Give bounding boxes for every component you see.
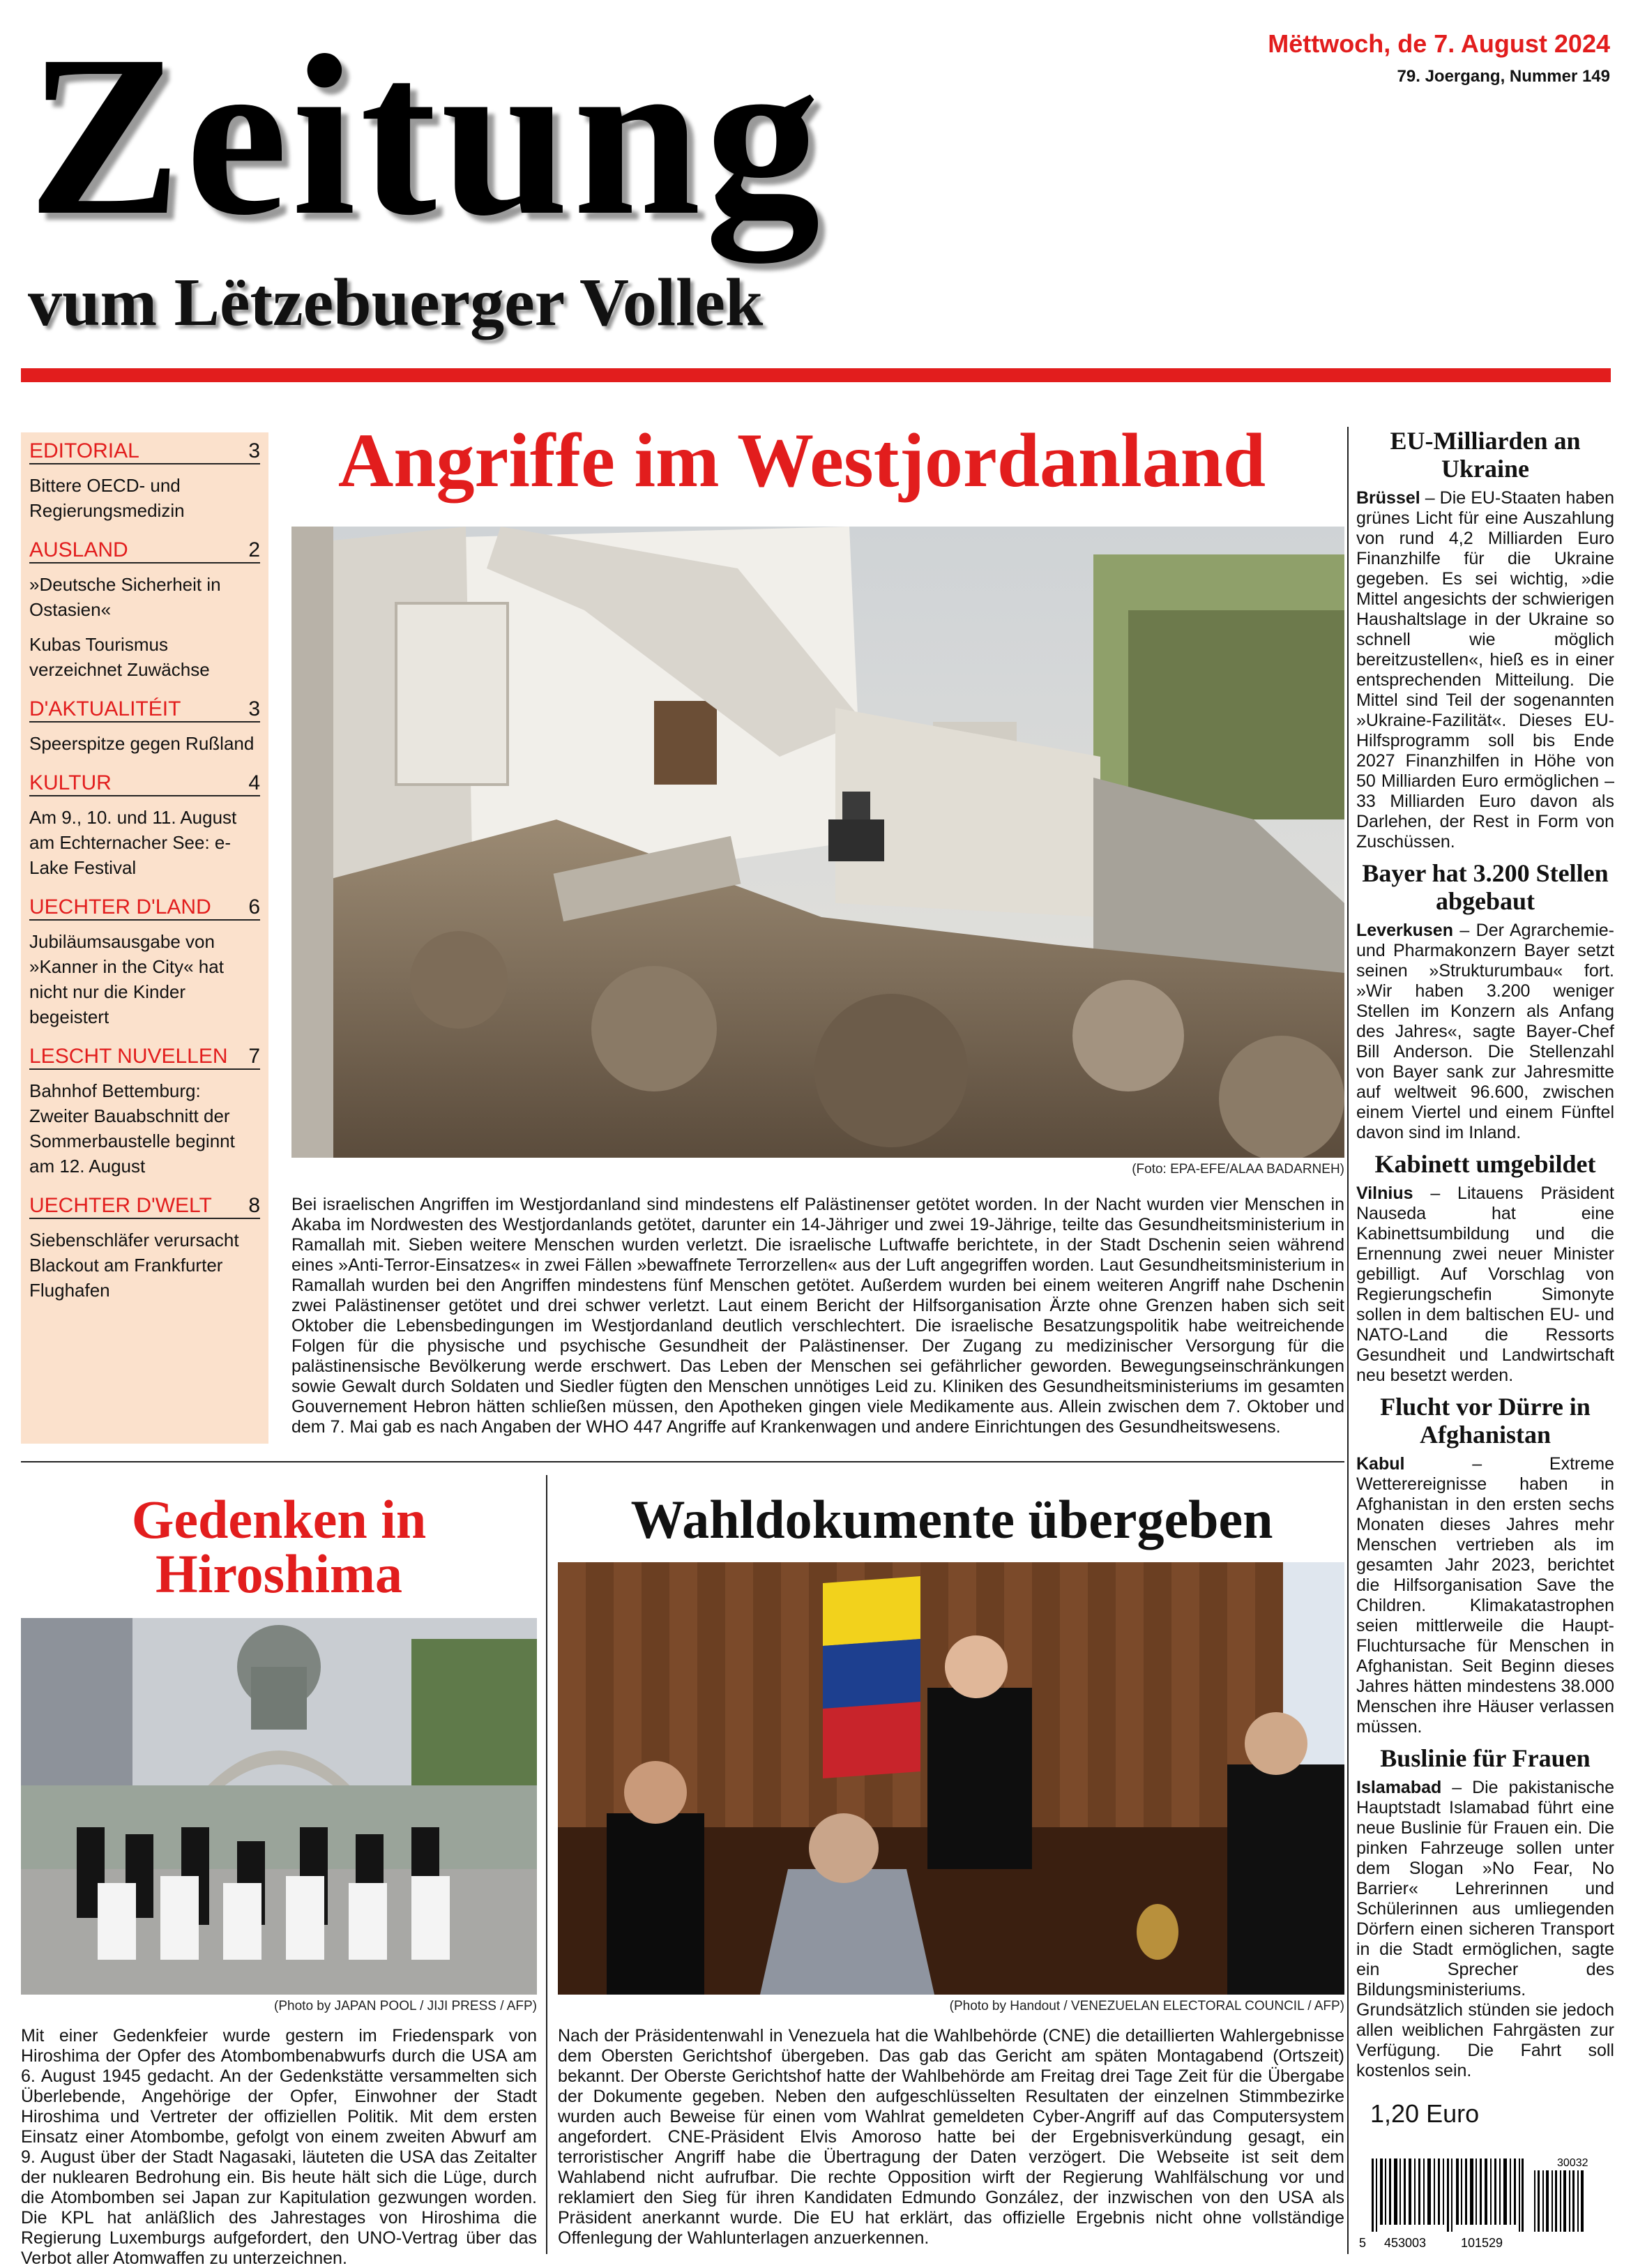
toc-item: Jubiläumsausgabe von »Kanner in the City« hat nicht nur die Kinder begeistert: [29, 931, 224, 1027]
toc-page-number: 2: [248, 538, 260, 561]
toc-page-number: 3: [248, 697, 260, 720]
toc-item: Am 9., 10. und 11. August am Echternacher See: e-Lake Festival: [29, 807, 237, 878]
brief-body: – Die pakistanische Hauptstadt Islamabad führt eine neue Buslinie für Frauen ein. Die pinken Fahrzeuge sollen unter dem Slogan »No Fear, No Barrier« Lehrerinnen und Schülerinnen aus umliegenden Dörfern einen sicheren Transport in die Stadt ermöglichen, sagte ein Sprecher des Bildungsministeriums. Grundsätzlich stünden sie jedoch allen weiblichen Fahrgästen zur Verfügung. Die Fahrt soll kostenlos sein.: [1356, 1778, 1614, 2080]
masthead-rule: [21, 368, 1611, 382]
toc-page-number: 7: [248, 1045, 260, 1068]
masthead-subtitle: vum Lëtzebuerger Vollek: [28, 265, 764, 340]
toc-page-number: 8: [248, 1194, 260, 1217]
toc-section-label: KULTUR: [29, 771, 112, 794]
brief-dateline: Kabul: [1356, 1454, 1405, 1474]
toc-section[interactable]: [29, 771, 260, 880]
brief-body: – Extreme Wetterereignisse haben in Afghanistan in den ersten sechs Monaten dieses Jahres mehr Menschen vertrieben als im gesamten Jahr 2023, berichtet die Hilfsorganisation Save the Children. Klimakatastrophen seien mittlerweile die Haupt-Fluchtursache für Menschen in Afghanistan. Seit Beginn dieses Jahres hätten mindestens 38.000 Menschen ihre Häuser verlassen müssen.: [1356, 1454, 1614, 1737]
venezuela-photo: [558, 1562, 1344, 1995]
toc-item: Bittere OECD- und Regierungsmedizin: [29, 475, 185, 521]
venezuela-body: Nach der Präsidentenwahl in Venezuela hat die Wahlbehörde (CNE) die detaillierten Wahlergebnisse dem Obersten Gerichtshof übergeben. Das gab das Gericht am späten Montagabend (Ortszeit) bekannt. Der Oberste Gerichtshof hatte der Wahlbehörde am Freitag drei Tage Zeit für die Übergabe der Dokumente gegeben. Neben den aufgeschlüsselten Resultaten der einzelnen Stimmbezirke wurden auch Beweise für einen vom Wahlrat gemeldeten Cyber-Angriff auf das Computersystem angefordert. CNE-Präsident Elvis Amoroso hatte bei der Ergebnisverkündung gesagt, ein terroristischer Angriff habe die Übertragung der Daten verzögert. Die Webseite ist seit dem Wahlabend nicht aufrufbar. Die rechte Opposition wirft der Regierung Wahlfälschung vor und reklamiert den Sieg für ihren Kandidaten Edmundo González, der inzwischen von den USA als Präsident anerkannt wurde. Die EU hat erklärt, das offizielle Ergebnis nicht ohne vollständige Offenlegung der Wahlunterlagen anzuerkennen.: [558, 2026, 1344, 2248]
toc-section-label: D'AKTUALITÉIT: [29, 697, 181, 720]
issue-number: 79. Joergang, Nummer 149: [1397, 67, 1610, 86]
brief-dateline: Islamabad: [1356, 1778, 1442, 1797]
toc-section[interactable]: [29, 697, 260, 756]
brief-body: – Der Agrarchemie- und Pharmakonzern Bayer setzt seinen »Strukturumbau« fort. »Wir haben 3.200 weniger Stellen im Konzern als Anfang des Jahres«, sagte Bayer-Chef Bill Anderson. Die Stellenzahl von Bayer sank zur Jahresmitte auf weltweit 96.600, zwischen einem Viertel und einem Fünftel davon sind im Inland.: [1356, 921, 1614, 1142]
brief-item: [1356, 859, 1614, 1143]
barcode-digit: 453003: [1384, 2236, 1427, 2250]
toc-item: »Deutsche Sicherheit in Ostasien«: [29, 574, 221, 620]
hiroshima-photo-caption: (Photo by JAPAN POOL / JIJI PRESS / AFP): [274, 1999, 537, 2013]
toc-section[interactable]: [29, 895, 260, 1029]
lead-body: Bei israelischen Angriffen im Westjordanland sind mindestens elf Palästinenser getötet worden. In der Nacht wurden vier Menschen in Akaba im Nordwesten des Westjordanlands getötet, darunter ein 14-Jähriger und zwei 19-Jährige, teilte das Gesundheitsministerium in Ramallah mit. Sieben weitere Menschen wurden verletzt. Die israelische Luftwaffe berichtete, in der Stadt Dschenin seien während eines »Anti-Terror-Einsatzes« in zwei Fällen »bewaffnete Terrorzellen« aus der Luft angegriffen worden. Laut Gesundheitsministerium in Ramallah wurden bei den Angriffen mindestens fünf Menschen getötet. Außerdem wurden bei einem weiteren Angriff nahe Dschenin zwei Palästinenser getötet und drei schwer verletzt. Laut einem Bericht der Hilfsorganisation Ärzte ohne Grenzen haben sich seit Oktober die Lebensbedingungen im Westjordanland deutlich verschlechtert. Die israelische Besatzungspolitik habe weitreichende Folgen für die physische und psychische Gesundheit der Palästinenser. Der Zugang zu medizinischer Versorgung für die palästinensische Bevölkerung werde erschwert. Das Leben der Menschen sei gefährlicher geworden. Bewegungseinschränkungen sowie Gewalt durch Soldaten und Siedler fügten den Menschen unnötiges Leid zu. Kliniken des Gesundheitsministeriums im gesamten Gouvernement Hebron hätten schließen müssen, den Apotheken gingen viele Medikamente aus. Allein zwischen dem 7. Oktober und dem 7. Mai gab es nach Angaben der WHO 447 Angriffe auf Krankenwagen und andere Einrichtungen des Gesundheitswesens.: [291, 1195, 1344, 1437]
brief-headline: Bayer hat 3.200 Stellen abgebaut: [1362, 859, 1609, 915]
toc-section-label: UECHTER D'WELT: [29, 1194, 212, 1217]
toc-section-label: EDITORIAL: [29, 439, 139, 462]
column-divider: [546, 1475, 547, 2254]
news-briefs: [1356, 427, 1614, 2088]
barcode-digit: 101529: [1461, 2236, 1503, 2250]
toc-section[interactable]: [29, 1194, 260, 1303]
lead-headline: Angriffe im Westjordanland: [337, 418, 1266, 503]
brief-headline: EU-Milliarden an Ukraine: [1390, 427, 1581, 483]
toc-section-label: LESCHT NUVELLEN: [29, 1045, 228, 1068]
toc-page-number: 6: [248, 895, 260, 918]
hiroshima-body: Mit einer Gedenkfeier wurde gestern im Friedenspark von Hiroshima der Opfer des Atombombenabwurfs durch die USA am 6. August 1945 gedacht. An der Gedenkstätte versammelten sich Überlebende, Angehörige der Opfer, Einwohner der Stadt Hiroshima und Vertreter der offiziellen Politik. Mit dem ersten Einsatz einer Atombombe, gefolgt von einem zweiten Abwurf am 9. August über der Stadt Nagasaki, läuteten die USA das Zeitalter der nuklearen Bedrohung ein. Bis heute hält sich die Lüge, durch die Atombomben sei Japan zur Kapitulation gezwungen worden. Die KPL hat anläßlich des Jahrestages von Hiroshima die Regierung Luxemburgs aufgefordert, den UNO-Vertrag über das Verbot aller Atomwaffen zu unterzeichnen.: [21, 2026, 537, 2268]
brief-item: [1356, 1744, 1614, 2081]
brief-dateline: Brüssel: [1356, 488, 1420, 508]
lead-photo: [291, 527, 1344, 1158]
table-of-contents: [21, 432, 268, 1444]
toc-section[interactable]: [29, 439, 260, 523]
toc-item: Siebenschläfer verursacht Blackout am Frankfurter Flughafen: [29, 1230, 239, 1301]
brief-headline: Flucht vor Dürre in Afghanistan: [1380, 1393, 1591, 1449]
toc-item: Kubas Tourismus verzeichnet Zuwächse: [29, 634, 210, 680]
barcode: [1356, 2155, 1614, 2253]
venezuela-photo-caption: (Photo by Handout / VENEZUELAN ELECTORAL COUNCIL / AFP): [949, 1999, 1344, 2013]
toc-section-label: UECHTER D'LAND: [29, 895, 211, 918]
hiroshima-headline: Gedenken in Hiroshima: [131, 1489, 427, 1604]
brief-dateline: Leverkusen: [1356, 921, 1453, 940]
toc-item: Speerspitze gegen Rußland: [29, 733, 255, 754]
brief-headline: Buslinie für Frauen: [1380, 1744, 1591, 1772]
barcode-addon: 30032: [1557, 2157, 1588, 2169]
brief-body: – Litauens Präsident Nauseda hat eine Kabinettsumbildung und die Ernennung zwei neuer Minister gebilligt. Auf Vorschlag von Regierungschefin Simonyte sollen in dem baltischen EU- und NATO-Land die Ressorts Gesundheit und Landwirtschaft neu besetzt werden.: [1356, 1184, 1614, 1385]
brief-headline: Kabinett umgebildet: [1374, 1150, 1596, 1178]
toc-section[interactable]: [29, 1045, 260, 1179]
toc-item: Bahnhof Bettemburg: Zweiter Bauabschnitt der Sommerbaustelle beginnt am 12. August: [29, 1080, 235, 1177]
hiroshima-photo: [21, 1618, 537, 1995]
toc-section-label: AUSLAND: [29, 538, 128, 561]
brief-item: [1356, 1150, 1614, 1386]
section-divider: [21, 1461, 1344, 1462]
issue-date: Mëttwoch, de 7. August 2024: [1268, 29, 1610, 58]
toc-page-number: 3: [248, 439, 260, 462]
masthead-title: Zeitung: [28, 8, 825, 263]
barcode-digit: 5: [1359, 2236, 1367, 2250]
venezuela-headline: Wahldokumente übergeben: [630, 1489, 1273, 1550]
brief-item: [1356, 1393, 1614, 1737]
toc-page-number: 4: [248, 771, 260, 794]
brief-item: [1356, 427, 1614, 852]
brief-dateline: Vilnius: [1356, 1184, 1413, 1203]
toc-section[interactable]: [29, 538, 260, 682]
lead-photo-caption: (Foto: EPA-EFE/ALAA BADARNEH): [1132, 1162, 1344, 1177]
sidebar-divider: [1347, 427, 1349, 2254]
brief-body: – Die EU-Staaten haben grünes Licht für eine Auszahlung von rund 4,2 Milliarden Euro Finanzhilfe für die Ukraine gegeben. Es sei wichtig, »die Mittel angesichts der schwierigen Haushaltslage in der Ukraine so schnell wie möglich bereitzustellen«, hieß es in einer entsprechenden Mitteilung. Die Mittel sind Teil der sogenannten »Ukraine-Fazilität«. Dieses EU-Hilfsprogramm soll bis Ende 2027 Finanzhilfen in Höhe von 50 Milliarden Euro ermöglichen – 33 Milliarden Euro davon als Darlehen, der Rest in Form von Zuschüssen.: [1356, 488, 1614, 852]
issue-price: 1,20 Euro: [1370, 2099, 1480, 2128]
